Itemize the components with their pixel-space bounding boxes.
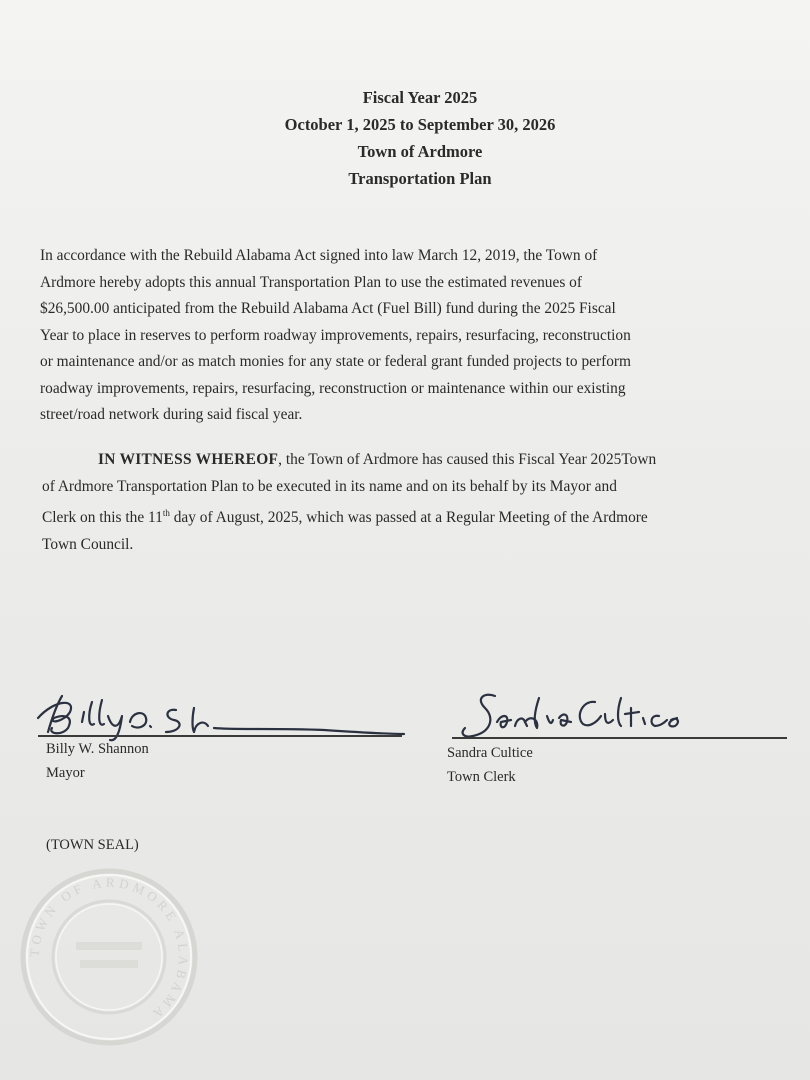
date-line-before: Clerk on this the 11 <box>42 509 163 527</box>
town-seal <box>14 862 204 1052</box>
paragraph-line: Year to place in reserves to perform roadway improvements, repairs, resurfacing, reconstruction <box>40 326 631 344</box>
clerk-signature <box>455 688 685 744</box>
header-plan-title: Transportation Plan <box>348 169 492 188</box>
paragraph-line: of Ardmore Transportation Plan to be executed in its name and on its behalf by its Mayor and <box>42 478 617 495</box>
paragraph-line: roadway improvements, repairs, resurfacing, reconstruction or maintenance within our existing <box>40 379 626 397</box>
mayor-signature-block <box>46 737 149 785</box>
mayor-title: Mayor <box>46 765 85 781</box>
paragraph-line <box>42 500 810 531</box>
clerk-signature-block <box>447 741 533 789</box>
paragraph-line: In accordance with the Rebuild Alabama Act signed into law March 12, 2019, the Town of <box>40 247 598 264</box>
header-date-range: October 1, 2025 to September 30, 2026 <box>284 115 556 134</box>
clerk-signature-line <box>452 737 787 739</box>
paragraph-line <box>42 446 810 473</box>
document-header <box>0 84 810 192</box>
town-seal-label: (TOWN SEAL) <box>46 837 139 853</box>
paragraph-line: $26,500.00 anticipated from the Rebuild Alabama Act (Fuel Bill) fund during the 2025 Fiscal <box>40 300 616 317</box>
paragraph-line: street/road network during said fiscal year. <box>40 406 303 423</box>
witness-line-rest: , the Town of Ardmore has caused this Fiscal Year 2025Town <box>278 451 657 468</box>
ordinal-suffix: th <box>162 508 170 518</box>
mayor-name: Billy W. Shannon <box>46 741 149 757</box>
header-fiscal-year: Fiscal Year 2025 <box>362 88 478 107</box>
header-town: Town of Ardmore <box>357 142 483 161</box>
clerk-title: Town Clerk <box>447 769 516 785</box>
paragraph-line: Ardmore hereby adopts this annual Transportation Plan to use the estimated revenues of <box>40 273 582 291</box>
paragraph-line: Town Council. <box>42 536 134 554</box>
witness-paragraph <box>42 446 810 558</box>
witness-heading: IN WITNESS WHEREOF <box>98 451 279 468</box>
paragraph-line: or maintenance and/or as match monies for any state or federal grant funded projects to perform <box>40 353 632 370</box>
adoption-paragraph <box>40 243 800 429</box>
date-line-after: day of August, 2025, which was passed at a Regular Meeting of the Ardmore <box>169 509 648 527</box>
seal-ring-text: TOWN OF ARDMORE ALABAMA <box>26 874 192 1024</box>
clerk-name: Sandra Cultice <box>447 745 533 761</box>
